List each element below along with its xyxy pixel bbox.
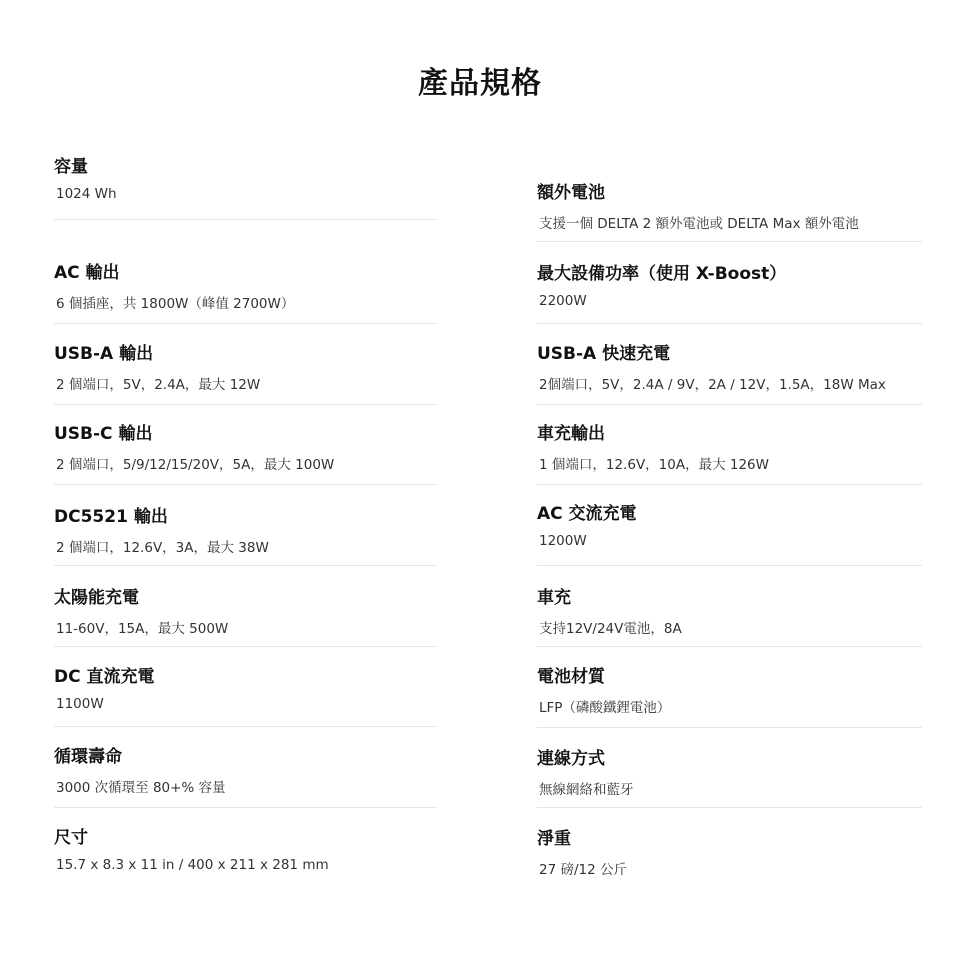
spec-dc-charging	[54, 662, 437, 727]
spec-extra-battery	[537, 178, 922, 242]
spec-label: 車充輸出	[537, 424, 605, 444]
spec-label: DC5521 輸出	[54, 507, 168, 527]
spec-usb-a-output	[54, 339, 437, 405]
spec-value: 2 個端口，5V，2.4A，最大 12W	[56, 377, 261, 393]
spec-value: 6 個插座，共 1800W（峰值 2700W）	[56, 296, 295, 312]
spec-label: 電池材質	[537, 667, 605, 687]
spec-value: 1100W	[56, 696, 104, 712]
spec-label: 淨重	[537, 829, 571, 849]
spec-value: 支援一個 DELTA 2 額外電池或 DELTA Max 額外電池	[539, 216, 859, 232]
spec-net-weight	[537, 824, 922, 884]
spec-dc5521-output	[54, 502, 437, 566]
spec-solar-charging	[54, 583, 437, 647]
spec-label: 太陽能充電	[54, 588, 139, 608]
spec-label: AC 輸出	[54, 263, 120, 283]
spec-label: USB-A 快速充電	[537, 344, 671, 364]
spec-battery-chemistry	[537, 662, 922, 728]
page-title: 產品規格	[418, 66, 542, 101]
spec-label: 車充	[537, 588, 571, 608]
spec-value: 11-60V，15A，最大 500W	[56, 621, 229, 637]
spec-label: 尺寸	[54, 828, 88, 848]
spec-label: 額外電池	[537, 183, 605, 203]
spec-connectivity	[537, 744, 922, 808]
spec-label: 最大設備功率（使用 X-Boost）	[537, 264, 787, 284]
spec-usb-c-output	[54, 419, 437, 485]
spec-car-charging	[537, 583, 922, 647]
spec-ac-charging	[537, 499, 922, 566]
spec-value: 無線網絡和藍牙	[539, 782, 634, 798]
spec-dimensions	[54, 823, 437, 883]
spec-value: 27 磅/12 公斤	[539, 862, 627, 878]
spec-value: 2 個端口，12.6V，3A，最大 38W	[56, 540, 269, 556]
spec-label: 循環壽命	[54, 747, 122, 767]
spec-value: 15.7 x 8.3 x 11 in / 400 x 211 x 281 mm	[56, 857, 329, 873]
spec-ac-output	[54, 258, 437, 324]
spec-value: 3000 次循環至 80+% 容量	[56, 780, 226, 796]
spec-value: 1 個端口，12.6V，10A，最大 126W	[539, 457, 769, 473]
spec-value: 2 個端口，5/9/12/15/20V，5A，最大 100W	[56, 457, 335, 473]
spec-car-output	[537, 419, 922, 485]
spec-value: 1200W	[539, 533, 587, 549]
spec-value: 2200W	[539, 293, 587, 309]
spec-max-device-power	[537, 259, 922, 324]
spec-value: 2個端口，5V，2.4A / 9V，2A / 12V，1.5A，18W Max	[539, 377, 886, 393]
spec-label: USB-C 輸出	[54, 424, 153, 444]
spec-label: 連線方式	[537, 749, 605, 769]
spec-value: 支持12V/24V電池，8A	[539, 621, 682, 637]
spec-value: LFP（磷酸鐵鋰電池）	[539, 700, 671, 716]
spec-value: 1024 Wh	[56, 186, 117, 202]
spec-capacity	[54, 152, 437, 220]
spec-label: 容量	[54, 157, 88, 177]
spec-label: DC 直流充電	[54, 667, 155, 687]
spec-usb-a-fast-charge	[537, 339, 922, 405]
spec-label: AC 交流充電	[537, 504, 637, 524]
spec-cycle-life	[54, 742, 437, 808]
spec-label: USB-A 輸出	[54, 344, 154, 364]
